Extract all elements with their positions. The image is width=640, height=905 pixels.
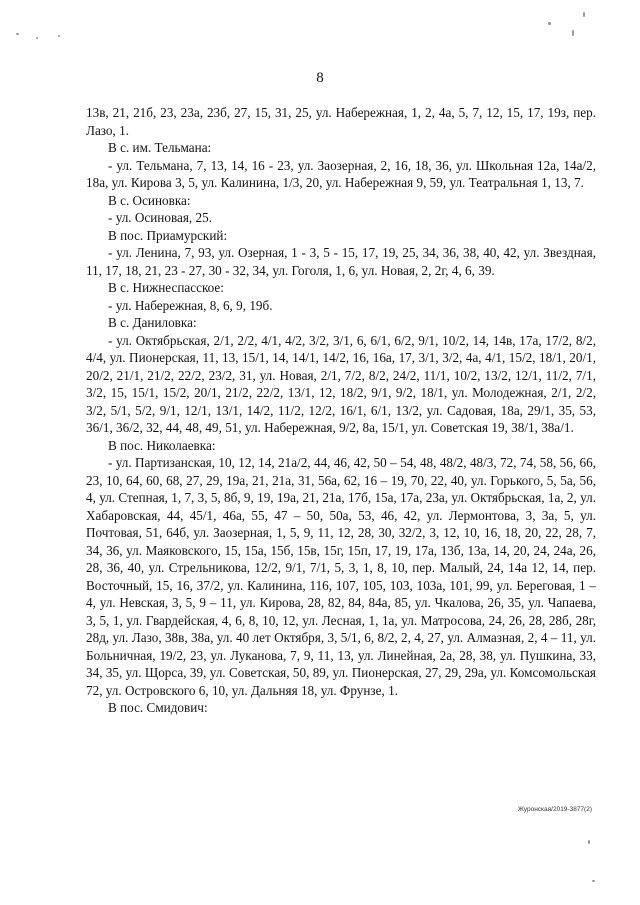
- heading-nizhnespasskoe: В с. Нижнеспасское:: [108, 280, 224, 295]
- scan-speck: [583, 12, 585, 17]
- document-body: [86, 104, 596, 717]
- document-code: Журонская/2019-3877(2): [517, 806, 592, 813]
- heading-priamursky: В пос. Приамурский:: [108, 227, 228, 243]
- scan-speck: [36, 37, 38, 39]
- heading-nikolaevka: В пос. Николаевка:: [108, 437, 216, 453]
- heading-smidovich: В пос. Смидович:: [108, 700, 208, 715]
- heading-danilovka: В с. Даниловка:: [108, 315, 197, 330]
- scan-speck: [58, 35, 60, 37]
- scan-speck: [592, 880, 595, 882]
- scan-speck: [548, 22, 551, 25]
- addresses-priamursky: - ул. Ленина, 7, 93, ул. Озерная, 1 - 3, 5 - 15, 17, 19, 25, 34, 36, 38, 40, 42, ул. Звездная, 11, 17, 18, 21, 23 - 27, 30 - 32, 34, ул. Гоголя, 1, 6, ул. Новая, 2, 2г, 4, 6, 39.: [86, 245, 596, 278]
- heading-telmana: В с. им. Тельмана:: [108, 140, 212, 155]
- paragraph-continuation: 13в, 21, 21б, 23, 23а, 23б, 27, 15, 31, 25, ул. Набережная, 1, 2, 4а, 5, 7, 12, 15, 17, 19з, пер. Лазо, 1.: [86, 105, 596, 138]
- heading-osinovka: В с. Осиновка:: [108, 192, 191, 208]
- addresses-osinovka: - ул. Осиновая, 25.: [108, 210, 213, 225]
- addresses-danilovka: - ул. Октябрьская, 2/1, 2/2, 4/1, 4/2, 3/2, 3/1, 6, 6/1, 6/2, 9/1, 10/2, 14, 14в, 17а, 17/2, 8/2, 4/4, ул. Пионерская, 11, 13, 15/1, 14, 14/1, 14/2, 16, 16а, 17, 3/1, 3/2, 4а, 4/1, 15/2, 18/1, 20/1, 20/2, 21/1, 21/2, 22/2, 23/2, 31, ул. Новая, 2/1, 7/2, 8/2, 24/2, 11/1, 10/2, 13/2, 12/1, 11/2, 7/1, 3/2, 15, 15/1, 15/2, 20/1, 21/2, 22/2, 13/1, 12, 18/2, 9/1, 9/2, 18/1, ул. Молодежная, 2/1, 2/2, 3/2, 5/1, 5/2, 9/1, 12/1, 13/1, 14/2, 11/2, 12/2, 16/1, 6/1, 13/2, ул. Садовая, 18а, 29/1, 35, 53, 36/1, 36/2, 32, 44, 48, 49, 51, ул. Набережная, 9/2, 8а, 15/1, ул. Советская 19, 38/1, 38а/1.: [86, 332, 596, 435]
- addresses-nizhnespasskoe: - ул. Набережная, 8, 6, 9, 19б.: [108, 297, 273, 313]
- scan-speck: [588, 840, 590, 844]
- addresses-telmana: - ул. Тельмана, 7, 13, 14, 16 - 23, ул. Заозерная, 2, 16, 18, 36, ул. Школьная 12а, 14а/2, 18а, ул. Кирова 3, 5, ул. Калинина, 1/3, 20, ул. Набережная 9, 59, ул. Театральная 1, 13, 7.: [86, 157, 596, 190]
- addresses-nikolaevka: - ул. Партизанская, 10, 12, 14, 21а/2, 44, 46, 42, 50 – 54, 48, 48/2, 48/3, 72, 74, 58, 56, 66, 23, 10, 64, 60, 68, 27, 29, 19а, 21, 21а, 31, 56а, 62, 16 – 19, 70, 22, 40, ул. Горького, 5, 5а, 56, 4, ул. Степная, 1, 7, 3, 5, 8б, 9, 19, 19а, 21, 21а, 17б, 15а, 17а, 23а, ул. Октябрьская, 1а, 2, ул. Хабаровская, 44, 45/1, 46а, 55, 47 – 50, 50а, 53, 46, 42, ул. Лермонтова, 3, 3а, 5, ул. Почтовая, 51, 64б, ул. Заозерная, 1, 5, 9, 11, 12, 28, 30, 32/2, 3, 12, 10, 16, 18, 20, 22, 28, 7, 34, 36, ул. Маяковского, 15, 15а, 15б, 15в, 15г, 15п, 17, 19, 17а, 13б, 13а, 14, 20, 24, 24а, 26, 28, 36, 40, ул. Стрельникова, 12/2, 9/1, 7/1, 5, 3, 1, 8, 10, пер. Малый, 24, 14а 12, 14, пер. Восточный, 15, 16, 37/2, ул. Калинина, 116, 107, 105, 103, 103а, 101, 99, ул. Береговая, 1 – 4, ул. Невская, 3, 5, 9 – 11, ул. Кирова, 28, 82, 84, 84а, 85, ул. Чкалова, 26, 35, ул. Чапаева, 3, 5, 1, ул. Гвардейская, 4, 6, 8, 10, 12, ул. Лесная, 1, 1а, ул. Матросова, 24, 26, 28, 28б, 28г, 28д, ул. Лазо, 38в, 38а, ул. 40 лет Октября, 3, 5/1, 6, 8/2, 2, 4, 27, ул. Алмазная, 2, 4 – 11, ул. Больничная, 19/2, 23, ул. Луканова, 7, 9, 11, 13, ул. Линейная, 2а, 28, 38, ул. Пушкина, 33, 34, 35, ул. Щорса, 39, ул. Советская, 50, 89, ул. Пионерская, 27, 29, 29а, ул. Комсомольская 72, ул. Островского 6, 10, ул. Дальняя 18, ул. Фрунзе, 1.: [86, 455, 596, 698]
- scan-speck: [16, 33, 19, 35]
- scan-speck: [572, 30, 574, 36]
- page-number: 8: [316, 70, 324, 86]
